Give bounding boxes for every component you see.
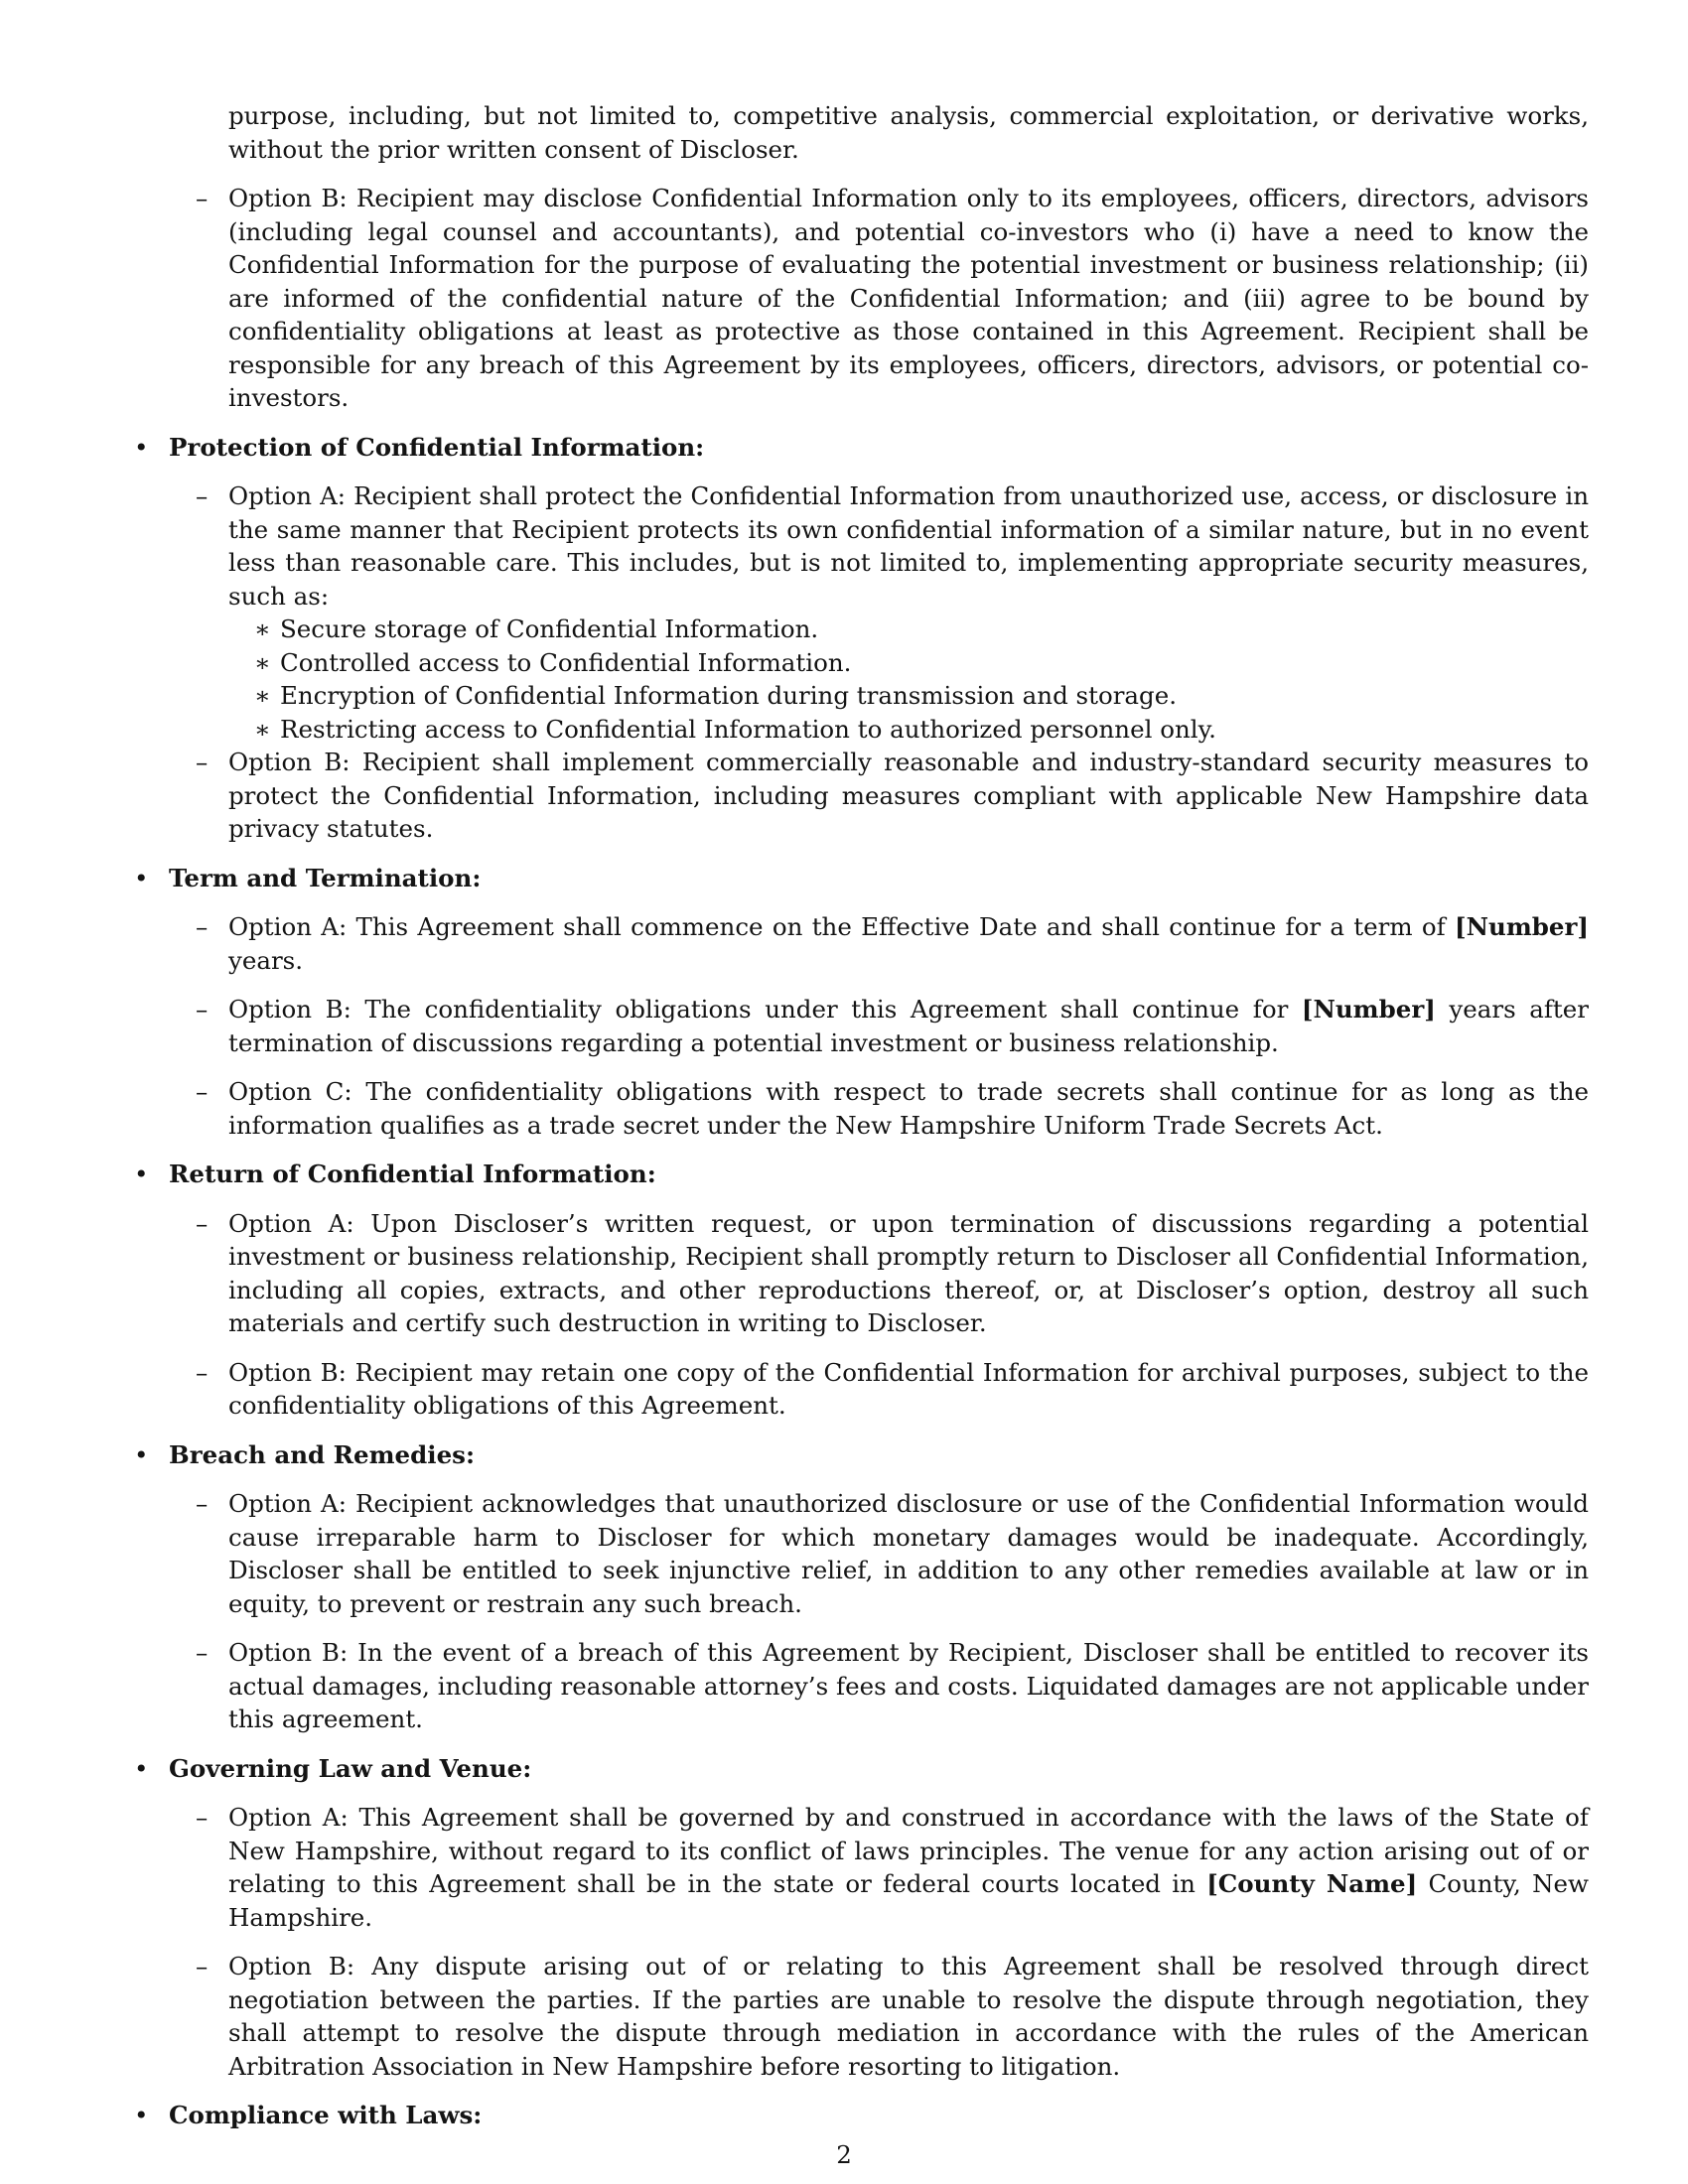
sub-item-text: Encryption of Confidential Information during transmission and storage.: [280, 681, 1177, 710]
option-list: [169, 1207, 1589, 1423]
dash-marker: –: [196, 748, 209, 776]
dash-marker: –: [196, 1803, 209, 1832]
dash-marker: –: [196, 912, 209, 941]
option-list: [169, 910, 1589, 1142]
asterisk-marker: ∗: [254, 614, 271, 643]
option-item: [169, 182, 1589, 415]
option-item: [169, 1356, 1589, 1423]
option-text: [228, 1801, 1589, 1934]
section-protection: [134, 431, 1589, 846]
option-text: Option B: Recipient shall implement commercially reasonable and industry-standard security measures to protect the Confidential Information, including measures compliant with applicable New Hampshire data privacy statutes.: [228, 748, 1589, 843]
option-list: [169, 1801, 1589, 2083]
option-text: Option A: Upon Discloser’s written request, or upon termination of discussions regarding a potential investment or business relationship, Recipient shall promptly return to Discloser all Confidential Information, including all copies, extracts, and other reproductions thereof, or, at Discloser’s option, destroy all such materials and certify such destruction in writing to Discloser.: [228, 1208, 1589, 1337]
option-text: Option B: In the event of a breach of this Agreement by Recipient, Discloser shall be entitled to recover its actual damages, including reasonable attorney’s fees and costs. Liquidated damages are not applicable under this agreement.: [228, 1638, 1589, 1733]
bullet-marker: •: [134, 1753, 149, 1783]
dash-marker: –: [196, 481, 209, 510]
option-item: [169, 1636, 1589, 1736]
security-measure-list: [228, 613, 1589, 746]
option-text: Option B: Any dispute arising out of or relating to this Agreement shall be resolved through direct negotiation between the parties. If the parties are unable to resolve the dispute through negotiation, they shall attempt to resolve the dispute through mediation in accordance with the rules of the American Arbitration Association in New Hampshire before resorting to litigation.: [228, 1952, 1589, 2081]
dash-marker: –: [196, 1357, 209, 1387]
option-text: [228, 993, 1589, 1059]
section-breach-remedies: [134, 1438, 1589, 1736]
option-text-before: Option A: This Agreement shall be governed by and construed in accordance with the laws of the State of New Hampshire, without regard to its conflict of laws principles. The venue for any action arising out of or relating to this Agreement shall be in the state or federal courts located in: [228, 1803, 1589, 1898]
bullet-marker: •: [134, 1160, 149, 1188]
asterisk-marker: ∗: [254, 681, 271, 710]
asterisk-marker: ∗: [254, 647, 271, 677]
lead-option-list: [169, 182, 1589, 415]
document-body: [134, 99, 1589, 2132]
option-text: Option C: The confidentiality obligations with respect to trade secrets shall continue for as long as the information qualifies as a trade secret under the New Hampshire Uniform Trade Secrets Act.: [228, 1077, 1589, 1140]
section-compliance: [134, 2099, 1589, 2132]
dash-marker: –: [196, 995, 209, 1024]
section-heading: Governing Law and Venue:: [169, 1753, 532, 1783]
dash-marker: –: [196, 1952, 209, 1980]
bullet-marker: •: [134, 1439, 149, 1469]
option-text: Option B: Recipient may retain one copy of the Confidential Information for archival purposes, subject to the confidentiality obligations of this Agreement.: [228, 1357, 1589, 1420]
dash-marker: –: [196, 184, 209, 212]
option-item: [169, 910, 1589, 977]
section-term-termination: [134, 862, 1589, 1143]
option-text-before: Option A: This Agreement shall commence on the Effective Date and shall continue for a term of: [228, 912, 1456, 941]
option-list: [169, 479, 1589, 846]
option-item: [169, 1950, 1589, 2083]
sub-item: [228, 679, 1589, 713]
bullet-marker: •: [134, 863, 149, 892]
section-heading: Return of Confidential Information:: [169, 1160, 656, 1188]
placeholder-number: [Number]: [1301, 995, 1436, 1024]
bullet-marker: •: [134, 432, 149, 462]
sub-item: [228, 713, 1589, 747]
section-heading: Breach and Remedies:: [169, 1439, 476, 1469]
option-item: [169, 1207, 1589, 1340]
section-heading: Protection of Confidential Information:: [169, 432, 705, 462]
section-return: [134, 1158, 1589, 1423]
sub-item-text: Restricting access to Confidential Information to authorized personnel only.: [280, 714, 1216, 744]
placeholder-number: [Number]: [1455, 912, 1589, 941]
option-text: [228, 910, 1589, 977]
option-item: [169, 1487, 1589, 1620]
sub-item: [228, 613, 1589, 646]
option-item: [169, 1801, 1589, 1934]
section-heading: Term and Termination:: [169, 863, 482, 892]
sub-item: [228, 646, 1589, 680]
placeholder-county: [County Name]: [1206, 1869, 1418, 1898]
option-text: Option B: Recipient may disclose Confidential Information only to its employees, officers, directors, advisors (including legal counsel and accountants), and potential co-investors who (i) have a need to know the Confidential Information for the purpose of evaluating the potential investment or business relationship; (ii) are informed of the confidential nature of the Confidential Information; and (iii) agree to be bound by confidentiality obligations at least as protective as those contained in this Agreement. Recipient shall be responsible for any breach of this Agreement by its employees, officers, directors, advisors, or potential co-investors.: [228, 184, 1589, 412]
sub-item-text: Controlled access to Confidential Information.: [280, 647, 852, 677]
option-item: [169, 479, 1589, 746]
option-text-after: years after termination of discussions regarding a potential investment or business relationship.: [228, 995, 1589, 1057]
option-text-after: County, New Hampshire.: [228, 1869, 1590, 1932]
sub-item-text: Secure storage of Confidential Information.: [280, 614, 819, 643]
option-item: [169, 746, 1589, 846]
option-text-before: Option B: The confidentiality obligations under this Agreement shall continue for: [228, 995, 1302, 1024]
dash-marker: –: [196, 1489, 209, 1518]
section-heading: Compliance with Laws:: [169, 2101, 483, 2129]
option-list: [169, 1487, 1589, 1736]
option-item: [169, 993, 1589, 1059]
dash-marker: –: [196, 1077, 209, 1106]
continuation-paragraph: purpose, including, but not limited to, competitive analysis, commercial exploitation, or derivative works, without the prior written consent of Discloser.: [228, 101, 1589, 164]
option-text: Option A: Recipient acknowledges that unauthorized disclosure or use of the Confidential Information would cause irreparable harm to Discloser for which monetary damages would be inadequate. Accordingly, Discloser shall be entitled to seek injunctive relief, in addition to any other remedies available at law or in equity, to prevent or restrain any such breach.: [228, 1489, 1589, 1618]
dash-marker: –: [196, 1638, 209, 1667]
option-item: [169, 1075, 1589, 1142]
asterisk-marker: ∗: [254, 714, 271, 744]
section-governing-law: [134, 1752, 1589, 2084]
option-text-after: years.: [228, 945, 304, 975]
option-text: Option A: Recipient shall protect the Confidential Information from unauthorized use, access, or disclosure in the same manner that Recipient protects its own confidential information of a similar nature, but in no event less than reasonable care. This includes, but is not limited to, implementing appropriate security measures, such as:: [228, 481, 1589, 611]
page-number: 2: [836, 2140, 852, 2169]
section-list: [134, 431, 1589, 2132]
bullet-marker: •: [134, 2101, 149, 2129]
dash-marker: –: [196, 1208, 209, 1238]
